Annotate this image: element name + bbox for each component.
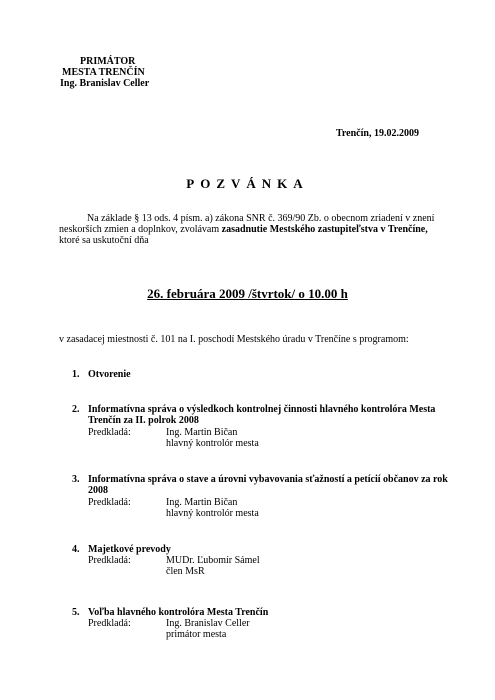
agenda-number: 1. bbox=[72, 369, 80, 380]
issuer-header bbox=[60, 56, 149, 89]
presenter-role: hlavný kontrolór mesta bbox=[166, 438, 259, 449]
place-date: Trenčín, 19.02.2009 bbox=[336, 128, 419, 139]
intro-paragraph bbox=[59, 213, 439, 246]
venue-line: v zasadacej miestnosti č. 101 na I. poschodí Mestského úradu v Trenčíne s programom: bbox=[59, 334, 409, 345]
agenda-title: Majetkové prevody bbox=[88, 544, 171, 555]
agenda-number: 2. bbox=[72, 404, 80, 415]
intro-text-bold: zasadnutie Mestského zastupiteľstva v Trenčíne, bbox=[221, 224, 428, 235]
agenda-number: 3. bbox=[72, 474, 80, 485]
agenda-title: Informatívna správa o stave a úrovni vybavovania sťažností a petícií občanov za rok 2008 bbox=[88, 474, 448, 496]
presenter-name: Ing. Martin Bičan bbox=[166, 427, 238, 438]
presenter-name: Ing. Martin Bičan bbox=[166, 497, 238, 508]
presenter-name: MUDr. Ľubomír Sámel bbox=[166, 555, 260, 566]
agenda-number: 4. bbox=[72, 544, 80, 555]
presenter-label: Predkladá: bbox=[88, 427, 131, 438]
presenter-label: Predkladá: bbox=[88, 555, 131, 566]
agenda-title: Informatívna správa o výsledkoch kontrolnej činnosti hlavného kontrolóra Mesta Trenčín za II. polrok 2008 bbox=[88, 404, 436, 426]
document-title: POZVÁNKA bbox=[186, 176, 309, 191]
presenter-role: primátor mesta bbox=[166, 629, 227, 640]
issuer-city: MESTA TRENČÍN bbox=[62, 67, 145, 78]
presenter-label: Predkladá: bbox=[88, 618, 131, 629]
presenter-label: Predkladá: bbox=[88, 497, 131, 508]
issuer-title: PRIMÁTOR bbox=[80, 56, 136, 67]
intro-text-1: Na základe § 13 ods. 4 písm. a) zákona SNR č. 369/90 Zb. o obecnom zriadení v znení neskorších zmien a doplnkov, zvolávam bbox=[59, 213, 435, 235]
agenda-title: Otvorenie bbox=[88, 369, 131, 380]
agenda-number: 5. bbox=[72, 607, 80, 618]
meeting-datetime: 26. februára 2009 /štvrtok/ o 10.00 h bbox=[147, 286, 348, 301]
presenter-role: člen MsR bbox=[166, 566, 205, 577]
agenda-title: Voľba hlavného kontrolóra Mesta Trenčín bbox=[88, 607, 269, 618]
issuer-name: Ing. Branislav Celler bbox=[60, 78, 150, 89]
presenter-name: Ing. Branislav Celler bbox=[166, 618, 250, 629]
presenter-role: hlavný kontrolór mesta bbox=[166, 508, 259, 519]
intro-text-2: ktoré sa uskutoční dňa bbox=[59, 235, 149, 246]
